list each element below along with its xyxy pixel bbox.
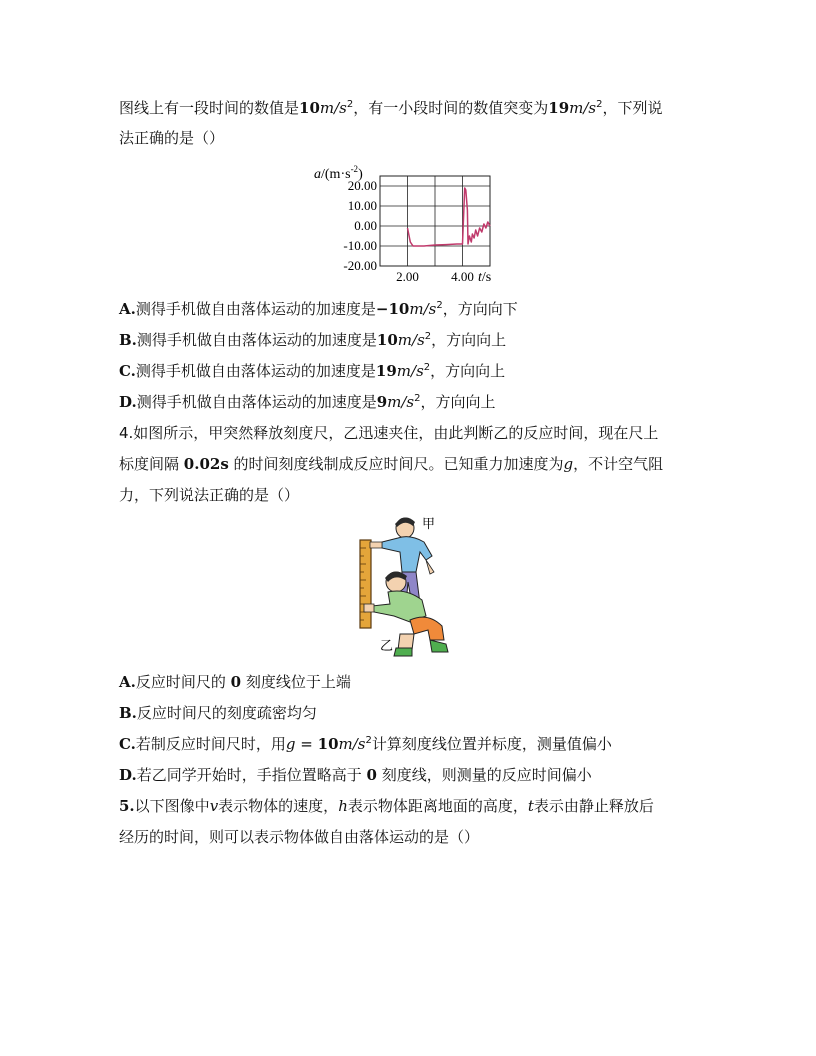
option-unit: m/s	[409, 300, 437, 318]
q5-v-symbol: v	[209, 797, 219, 815]
q5-text: 以下图像中	[134, 797, 210, 815]
chart-y-tick-label: -10.00	[343, 238, 377, 253]
option-unit-exp: 2	[436, 300, 443, 311]
option-label: A.	[119, 300, 136, 318]
q4-option-b	[119, 703, 317, 723]
q5-h-symbol: h	[338, 797, 348, 815]
option-tail: ，方向向上	[431, 331, 507, 349]
q5-t-symbol: t	[527, 797, 534, 815]
option-unit: m/s	[397, 331, 425, 349]
chart-y-tick-label: 0.00	[354, 218, 377, 233]
q4-option-a	[119, 672, 351, 692]
person-yi-shoe-2	[394, 648, 412, 656]
option-tail: ，方向向上	[430, 362, 506, 380]
acceleration-time-chart	[300, 160, 500, 285]
option-value: 10	[376, 331, 398, 349]
q3-unit: m/s	[319, 99, 347, 117]
ruler-reaction-illustration	[350, 512, 462, 660]
q4-stem-line2	[119, 454, 663, 474]
option-unit: m/s	[387, 393, 415, 411]
q5-text-2: 表示物体的速度，	[218, 797, 339, 815]
q4-stem-line1: 4.如图所示，甲突然释放刻度尺，乙迅速夹住，由此判断乙的反应时间，现在尺上	[119, 424, 659, 442]
q3-stem-text-3: ，下列说	[602, 99, 663, 117]
option-label: D.	[119, 766, 137, 784]
person-jia-shirt	[382, 537, 432, 572]
q5-text-4: 表示由静止释放后	[533, 797, 654, 815]
option-unit-exp: 2	[423, 362, 431, 373]
q3-value-19: 19	[548, 99, 570, 117]
option-text: 反应时间尺的	[135, 673, 231, 691]
option-label: A.	[119, 673, 136, 691]
q3-stem-text-2: ，有一小段时间的数值突变为	[353, 99, 549, 117]
option-label: D.	[119, 393, 137, 411]
option-text: 若乙同学开始时，手指位置略高于	[136, 766, 367, 784]
ruler-illustration-svg	[350, 512, 462, 660]
person-yi-shorts	[410, 617, 444, 640]
q3-option-c	[119, 361, 505, 381]
q3-option-d	[119, 392, 496, 412]
chart-svg	[300, 160, 500, 285]
q4-option-c	[119, 734, 612, 754]
chart-y-tick-label: 10.00	[347, 198, 377, 213]
option-unit: m/s	[396, 362, 424, 380]
option-tail: ，方向向下	[442, 300, 518, 318]
person-yi-hand	[364, 604, 374, 612]
option-unit-exp: 2	[365, 735, 372, 746]
option-text: 测得手机做自由落体运动的加速度是	[136, 331, 377, 349]
q3-unit-exp: 2	[346, 99, 354, 110]
option-value: −10	[375, 300, 410, 318]
chart-series	[408, 188, 491, 246]
chart-x-tick-label: 4.00	[451, 269, 474, 284]
chart-y-tick-label: 20.00	[347, 178, 377, 193]
q5-number: 5.	[119, 797, 135, 815]
q3-stem-text: 图线上有一段时间的数值是	[119, 99, 300, 117]
q4-option-d	[119, 765, 592, 785]
option-tail: 刻度线位于上端	[241, 673, 351, 691]
option-value: 9	[376, 393, 388, 411]
q4-stem-text: 标度间隔	[119, 455, 184, 473]
option-text: 测得手机做自由落体运动的加速度是	[136, 393, 377, 411]
option-text: 测得手机做自由落体运动的加速度是	[135, 362, 376, 380]
q4-g-symbol: g	[563, 455, 574, 473]
person-jia-hand	[370, 542, 382, 548]
option-tail: ，方向向上	[420, 393, 496, 411]
label-yi: 乙	[380, 639, 394, 654]
option-equals: =	[295, 735, 318, 753]
chart-x-ticks	[396, 269, 474, 284]
option-unit: m/s	[338, 735, 366, 753]
chart-y-ticks	[343, 178, 377, 273]
chart-series-line	[408, 188, 491, 246]
q3-unit-exp-2: 2	[596, 99, 603, 110]
label-jia: 甲	[422, 517, 436, 532]
q5-stem-line2: 经历的时间，则可以表示物体做自由落体运动的是（）	[119, 828, 480, 846]
option-unit-exp: 2	[414, 393, 421, 404]
q5-text-3: 表示物体距离地面的高度，	[347, 797, 528, 815]
option-value: 0	[366, 766, 377, 784]
q5-stem-line1	[119, 796, 654, 816]
option-label: C.	[119, 735, 136, 753]
option-unit-exp: 2	[424, 331, 432, 342]
option-text: 若制反应时间尺时，用	[135, 735, 286, 753]
q3-stem-line2: 法正确的是（）	[119, 129, 225, 147]
option-label: B.	[119, 704, 137, 722]
chart-y-tick-label: -20.00	[343, 258, 377, 273]
option-label: B.	[119, 331, 137, 349]
option-tail: 计算刻度线位置并标度，测量值偏小	[371, 735, 612, 753]
q4-stem-text-2: 的时间刻度线制成反应时间尺。已知重力加速度为	[228, 455, 564, 473]
chart-grid	[380, 176, 490, 266]
option-value: 10	[317, 735, 339, 753]
q4-stem-text-3: ，不计空气阻	[573, 455, 664, 473]
q3-option-a	[119, 299, 518, 319]
option-value: 19	[375, 362, 397, 380]
option-text: 测得手机做自由落体运动的加速度是	[135, 300, 376, 318]
q3-unit-2: m/s	[569, 99, 597, 117]
option-label: C.	[119, 362, 136, 380]
q4-interval-value: 0.02s	[183, 455, 229, 473]
q3-value-10: 10	[299, 99, 320, 117]
q4-stem-line3: 力，下列说法正确的是（）	[119, 486, 300, 504]
person-jia-arm	[426, 560, 434, 574]
ruler-shape	[360, 540, 371, 628]
chart-x-axis-label: t/s	[478, 270, 492, 285]
chart-x-tick-label: 2.00	[396, 269, 419, 284]
q3-stem-line1	[119, 98, 663, 118]
person-yi-shoe	[430, 640, 448, 652]
option-g-symbol: g	[285, 735, 296, 753]
option-value: 0	[230, 673, 242, 691]
option-text: 反应时间尺的刻度疏密均匀	[136, 704, 317, 722]
q3-option-b	[119, 330, 506, 350]
chart-y-axis-label: $a/(m\cdot s^{-2})$	[314, 164, 363, 182]
option-tail: 刻度线，则测量的反应时间偏小	[376, 766, 592, 784]
